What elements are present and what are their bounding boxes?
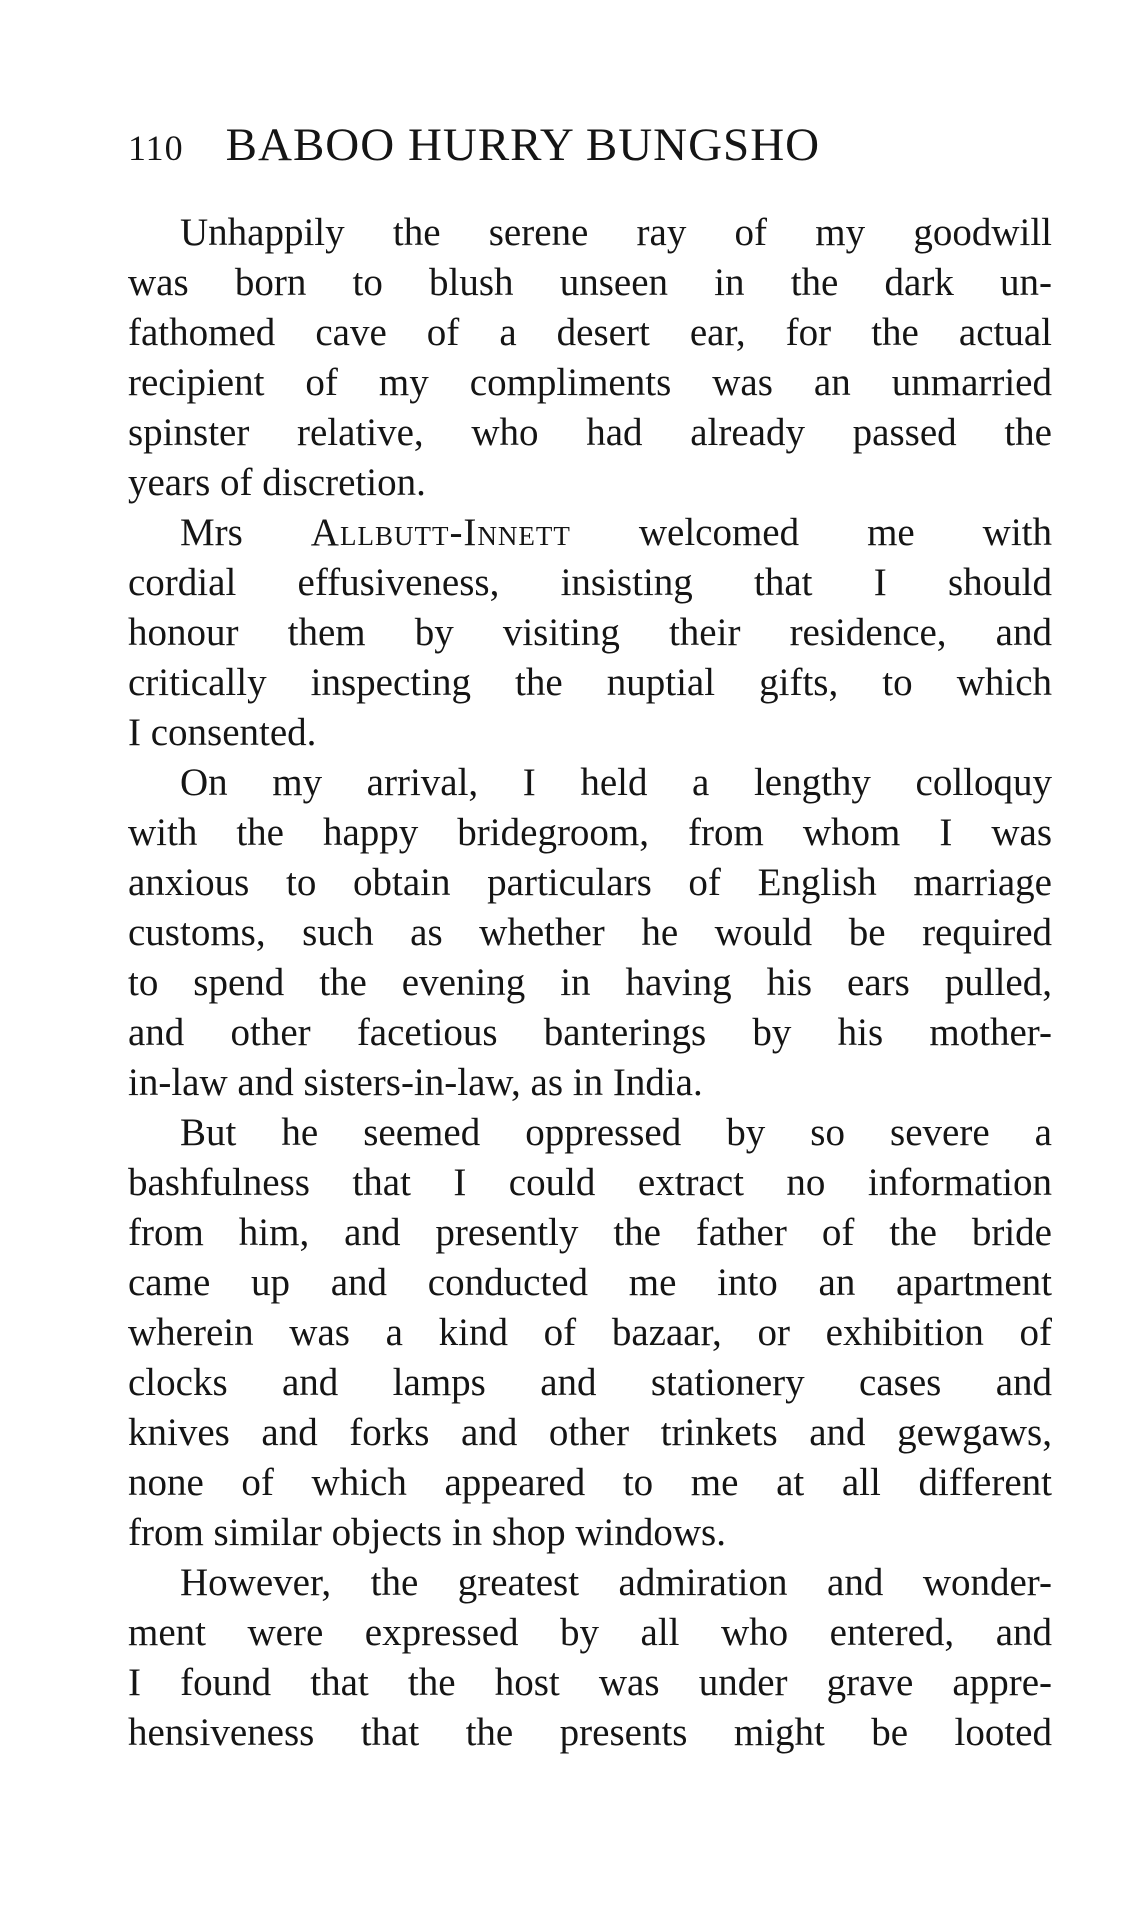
paragraph-4 — [128, 1108, 1052, 1558]
text-line: and other facetious banterings by his mother- — [128, 1011, 1052, 1054]
running-title: BABOO HURRY BUNGSHO — [225, 119, 821, 171]
paragraph-2 — [128, 508, 1052, 758]
text-line: from similar objects in shop windows. — [128, 1511, 726, 1554]
text-line: from him, and presently the father of the bride — [128, 1211, 1052, 1254]
text-line: Unhappily the serene ray of my goodwill — [180, 211, 1052, 254]
text-line: I found that the host was under grave appre- — [128, 1661, 1052, 1704]
text-line: came up and conducted me into an apartment — [128, 1261, 1052, 1304]
running-head — [128, 118, 1052, 198]
book-page — [128, 118, 1052, 1758]
body-text — [128, 208, 1052, 1758]
text-line: was born to blush unseen in the dark un- — [128, 261, 1052, 304]
text-line — [128, 508, 1052, 558]
text-line: But he seemed oppressed by so severe a — [180, 1111, 1052, 1154]
paragraph-5 — [128, 1558, 1052, 1758]
text-line: honour them by visiting their residence, and — [128, 611, 1052, 654]
text-line: However, the greatest admiration and wonder- — [180, 1561, 1052, 1604]
text-line: hensiveness that the presents might be looted — [128, 1711, 1052, 1754]
text-line: wherein was a kind of bazaar, or exhibition of — [128, 1311, 1052, 1354]
text-line: critically inspecting the nuptial gifts, to which — [128, 661, 1052, 704]
text-line: I consented. — [128, 711, 317, 754]
paragraph-3 — [128, 758, 1052, 1108]
text-line: anxious to obtain particulars of English marriage — [128, 861, 1052, 904]
text-fragment: Mrs — [180, 511, 243, 554]
text-line: bashfulness that I could extract no information — [128, 1161, 1052, 1204]
text-line: cordial effusiveness, insisting that I should — [128, 561, 1052, 604]
text-line: On my arrival, I held a lengthy colloquy — [180, 761, 1052, 804]
text-fragment: welcomed me with — [638, 511, 1052, 554]
text-line: spinster relative, who had already passed the — [128, 411, 1052, 454]
text-line: years of discretion. — [128, 461, 426, 504]
text-line: customs, such as whether he would be required — [128, 911, 1052, 954]
text-line: with the happy bridegroom, from whom I was — [128, 811, 1052, 854]
paragraph-1 — [128, 208, 1052, 508]
text-line: in-law and sisters-in-law, as in India. — [128, 1061, 703, 1104]
text-line: fathomed cave of a desert ear, for the actual — [128, 311, 1052, 354]
text-line: knives and forks and other trinkets and gewgaws, — [128, 1411, 1052, 1454]
text-line: none of which appeared to me at all different — [128, 1461, 1052, 1504]
text-line: recipient of my compliments was an unmarried — [128, 361, 1052, 404]
page-number: 110 — [128, 128, 184, 168]
text-line: to spend the evening in having his ears pulled, — [128, 961, 1052, 1004]
text-line: ment were expressed by all who entered, and — [128, 1611, 1052, 1654]
character-name: Allbutt-Innett — [310, 511, 571, 554]
text-line: clocks and lamps and stationery cases and — [128, 1361, 1052, 1404]
